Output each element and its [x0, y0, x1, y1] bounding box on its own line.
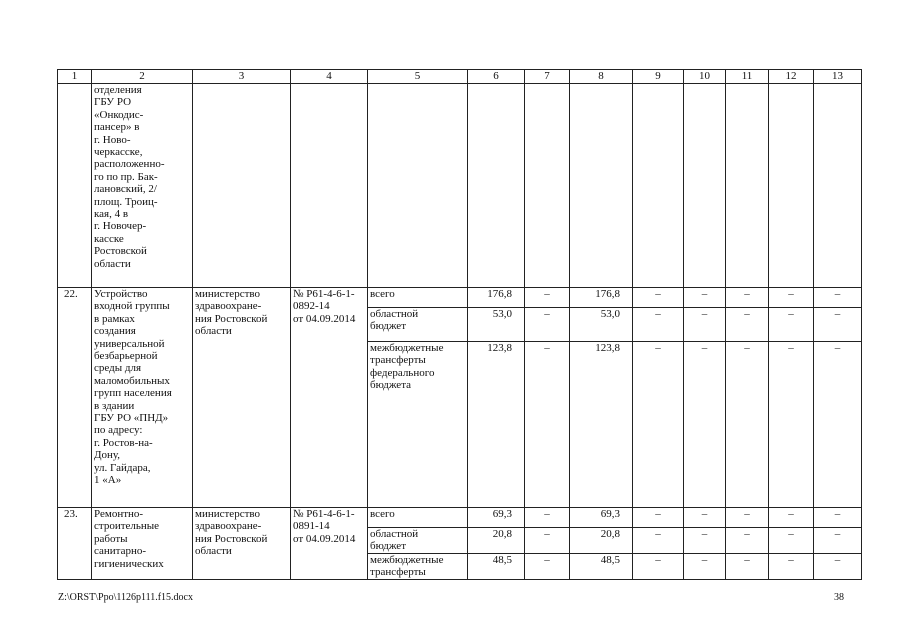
value-col-13: – [814, 528, 862, 554]
funding-source: областной бюджет [368, 528, 468, 554]
value-col-9: – [633, 508, 684, 528]
value-col-11: – [726, 554, 769, 580]
header-col-7: 7 [525, 70, 570, 84]
value-col-6: 123,8 [468, 342, 525, 508]
header-col-12: 12 [769, 70, 814, 84]
footer-file-path: Z:\ORST\Ppo\1126p111.f15.docx [58, 592, 193, 603]
value-col-6: 48,5 [468, 554, 525, 580]
header-col-11: 11 [726, 70, 769, 84]
value-col-10: – [684, 288, 726, 308]
cell-empty [291, 84, 368, 288]
value-col-7: – [525, 508, 570, 528]
item-name: Устройство входной группы в рамках создания универсальной безбарьерной среды для маломобильных групп населения в здании ГБУ РО «ПНД» по адресу: г. Ростов-на- Дону, ул. Гайдара, 1 «А» [92, 288, 193, 508]
value-col-13: – [814, 554, 862, 580]
cell-empty [468, 84, 525, 288]
item-document: № Р61-4-6-1- 0891-14 от 04.09.2014 [291, 508, 368, 580]
funding-source: межбюджетные трансферты [368, 554, 468, 580]
value-col-8: 53,0 [570, 308, 633, 342]
value-col-10: – [684, 508, 726, 528]
cell-empty [193, 84, 291, 288]
value-col-9: – [633, 288, 684, 308]
footer-page-number: 38 [834, 592, 844, 603]
item-ministry: министерство здравоохране- ния Ростовской области [193, 288, 291, 508]
value-col-10: – [684, 554, 726, 580]
header-col-13: 13 [814, 70, 862, 84]
header-row [58, 70, 862, 84]
table-row [58, 508, 862, 528]
header-col-4: 4 [291, 70, 368, 84]
value-col-7: – [525, 528, 570, 554]
header-col-9: 9 [633, 70, 684, 84]
cell-empty [814, 84, 862, 288]
item-name: Ремонтно- строительные работы санитарно- гигиенических [92, 508, 193, 580]
value-col-11: – [726, 342, 769, 508]
value-col-12: – [769, 508, 814, 528]
cell-empty [633, 84, 684, 288]
cell-empty [684, 84, 726, 288]
value-col-6: 20,8 [468, 528, 525, 554]
item-number: 23. [58, 508, 92, 580]
cell-empty [570, 84, 633, 288]
value-col-6: 69,3 [468, 508, 525, 528]
value-col-13: – [814, 342, 862, 508]
cell-empty [368, 84, 468, 288]
value-col-11: – [726, 288, 769, 308]
value-col-7: – [525, 554, 570, 580]
header-col-6: 6 [468, 70, 525, 84]
value-col-9: – [633, 308, 684, 342]
cell-empty [58, 84, 92, 288]
header-col-1: 1 [58, 70, 92, 84]
value-col-8: 48,5 [570, 554, 633, 580]
header-col-10: 10 [684, 70, 726, 84]
continuation-row [58, 84, 862, 288]
value-col-6: 176,8 [468, 288, 525, 308]
funding-source: всего [368, 508, 468, 528]
value-col-12: – [769, 288, 814, 308]
value-col-7: – [525, 308, 570, 342]
value-col-7: – [525, 288, 570, 308]
value-col-10: – [684, 342, 726, 508]
header-col-8: 8 [570, 70, 633, 84]
item-number: 22. [58, 288, 92, 508]
continuation-name: отделения ГБУ РО «Онкодис- пансер» в г. Ново- черкасске, расположенно- го по пр. Бак- лановский, 2/ площ. Троиц- кая, 4 в г. Новочер- касске Ростовской области [92, 84, 193, 288]
item-ministry: министерство здравоохране- ния Ростовской области [193, 508, 291, 580]
cell-empty [769, 84, 814, 288]
value-col-9: – [633, 342, 684, 508]
cell-empty [525, 84, 570, 288]
value-col-12: – [769, 528, 814, 554]
value-col-12: – [769, 554, 814, 580]
value-col-11: – [726, 308, 769, 342]
value-col-8: 176,8 [570, 288, 633, 308]
value-col-12: – [769, 342, 814, 508]
value-col-13: – [814, 308, 862, 342]
value-col-11: – [726, 528, 769, 554]
value-col-9: – [633, 554, 684, 580]
value-col-9: – [633, 528, 684, 554]
header-col-2: 2 [92, 70, 193, 84]
header-col-5: 5 [368, 70, 468, 84]
value-col-10: – [684, 528, 726, 554]
item-document: № Р61-4-6-1- 0892-14 от 04.09.2014 [291, 288, 368, 508]
cell-empty [726, 84, 769, 288]
funding-source: областной бюджет [368, 308, 468, 342]
value-col-10: – [684, 308, 726, 342]
budget-table [57, 69, 862, 580]
value-col-8: 123,8 [570, 342, 633, 508]
value-col-8: 69,3 [570, 508, 633, 528]
value-col-11: – [726, 508, 769, 528]
value-col-7: – [525, 342, 570, 508]
funding-source: межбюджетные трансферты федерального бюджета [368, 342, 468, 508]
table-row [58, 288, 862, 308]
value-col-6: 53,0 [468, 308, 525, 342]
value-col-13: – [814, 508, 862, 528]
funding-source: всего [368, 288, 468, 308]
value-col-12: – [769, 308, 814, 342]
header-col-3: 3 [193, 70, 291, 84]
value-col-13: – [814, 288, 862, 308]
value-col-8: 20,8 [570, 528, 633, 554]
